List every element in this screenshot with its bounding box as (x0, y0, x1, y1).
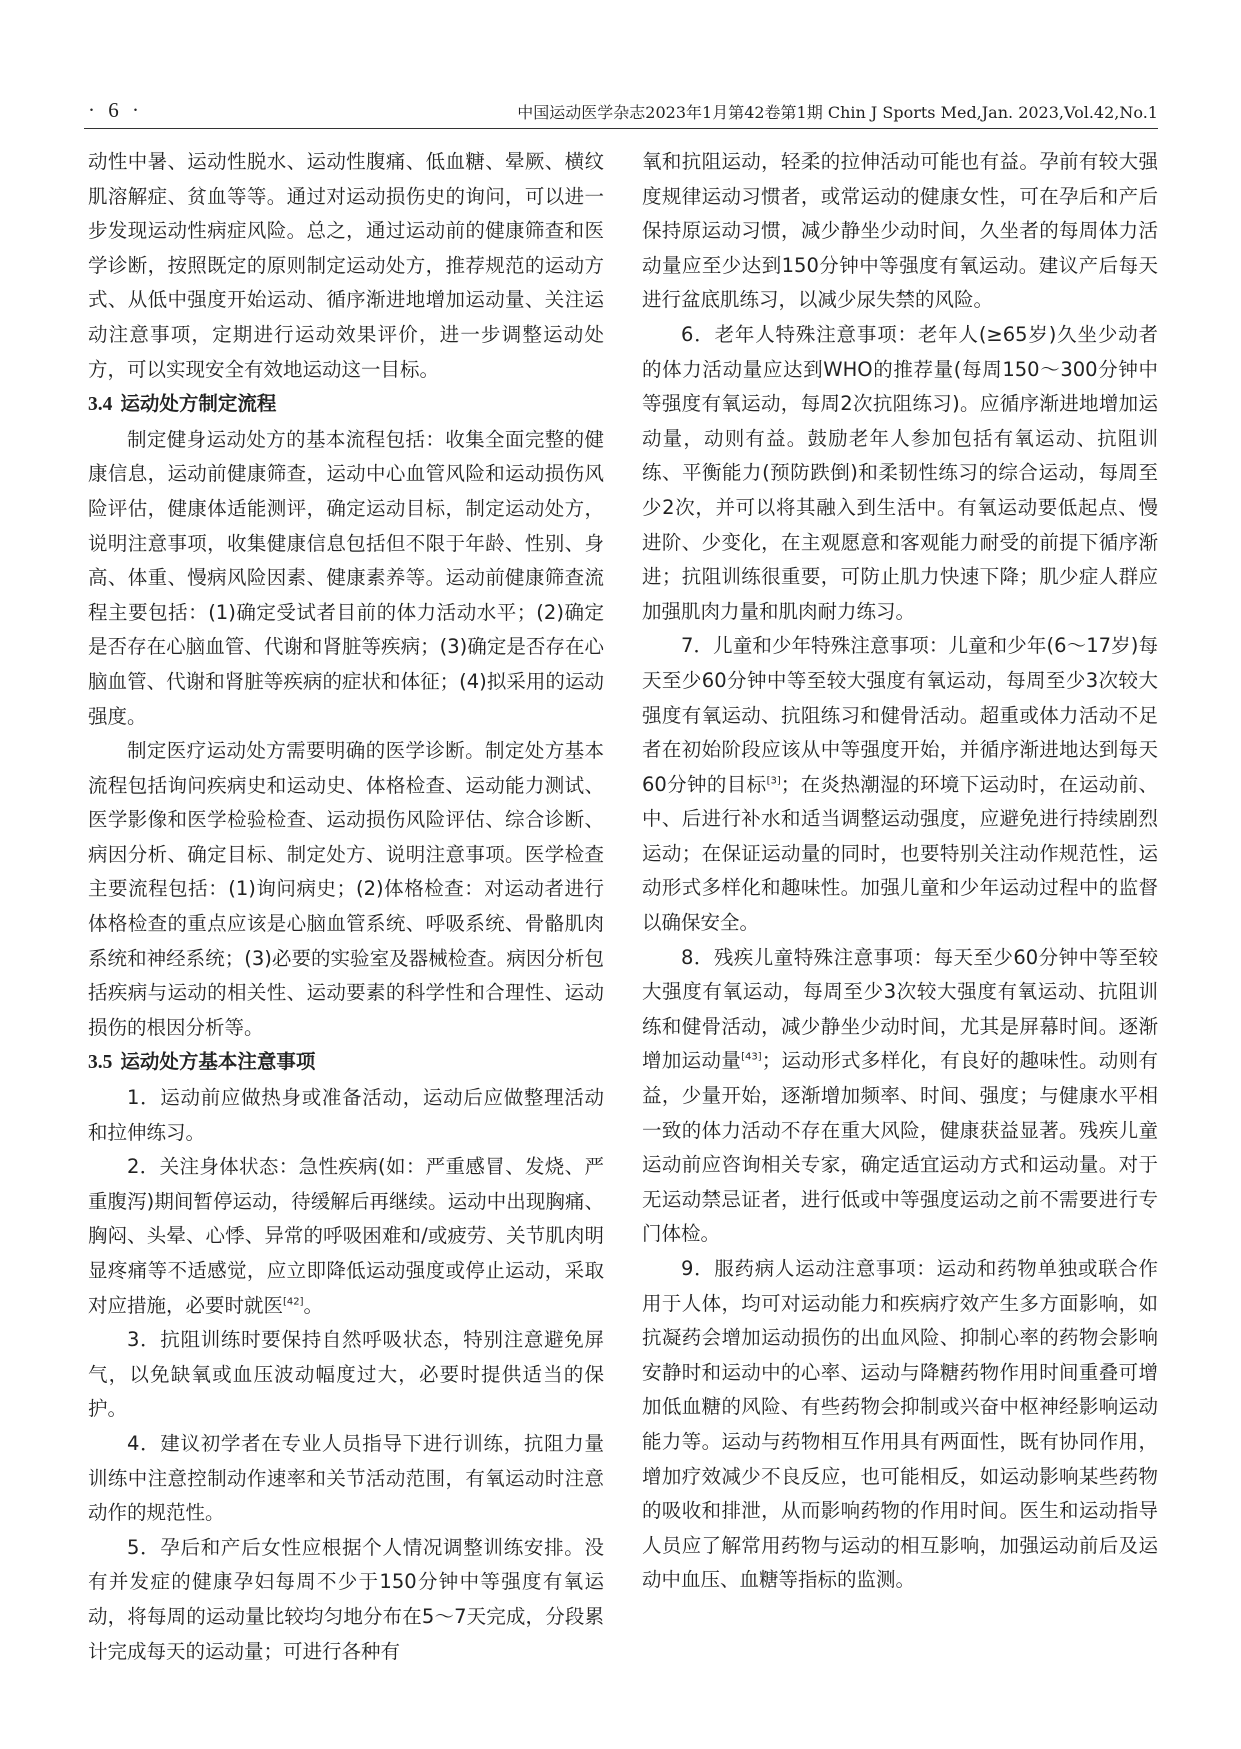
list-item-6: 6．老年人特殊注意事项：老年人(≥65岁)久坐少动者的体力活动量应达到WHO的推荐量(每周150～300分钟中等强度有氧运动，每周2次抗阻练习)。应循序渐进地增加运动量，动则有益。鼓励老年人参加包括有氧运动、抗阻训练、平衡能力(预防跌倒)和柔韧性练习的综合运动，每周至少2次，并可以将其融入到生活中。有氧运动要低起点、慢进阶、少变化，在主观愿意和客观能力耐受的前提下循序渐进；抗阻训练很重要，可防止肌力快速下降；肌少症人群应加强肌肉力量和肌肉耐力练习。 (642, 322, 1158, 623)
list-item-text-end: 。 (303, 1293, 324, 1317)
list-item-5: 5．孕后和产后女性应根据个人情况调整训练安排。没有并发症的健康孕妇每周不少于150分钟中等强度有氧运动，将每周的运动量比较均匀地分布在5～7天完成，分段累计完成每天的运动量；可进行各种有 (88, 1535, 604, 1663)
citation-ref: [43] (741, 1051, 762, 1063)
list-item-7 (642, 629, 1158, 940)
list-item-text: 7．儿童和少年特殊注意事项：儿童和少年(6～17岁)每天至少60分钟中等至较大强度有氧运动，每周至少3次较大强度有氧运动、抗阻练习和健骨活动。超重或体力活动不足者在初始阶段应该从中等强度开始，并循序渐进地达到每天60分钟的目标 (642, 634, 1158, 796)
list-item-2 (88, 1150, 604, 1323)
section-title: 运动处方基本注意事项 (120, 1050, 316, 1074)
list-item-text-end: ；运动形式多样化，有良好的趣味性。动则有益，少量开始，逐渐增加频率、时间、强度；与健康水平相一致的体力活动不存在重大风险，健康获益显著。残疾儿童运动前应咨询相关专家，确定适宜运动方式和运动量。对于无运动禁忌证者，进行低或中等强度运动之前不需要进行专门体检。 (642, 1049, 1158, 1246)
section-number: 3.5 (88, 1052, 113, 1074)
list-item-4: 4．建议初学者在专业人员指导下进行训练，抗阻力量训练中注意控制动作速率和关节活动范围，有氧运动时注意动作的规范性。 (88, 1431, 604, 1525)
left-column (88, 145, 604, 1669)
paragraph-medical-prescription-flow: 制定医疗运动处方需要明确的医学诊断。制定处方基本流程包括询问疾病史和运动史、体格检查、运动能力测试、医学影像和医学检验检查、运动损伤风险评估、综合诊断、病因分析、确定目标、制定处方、说明注意事项。医学检查主要流程包括：(1)询问病史；(2)体格检查：对运动者进行体格检查的重点应该是心脑血管系统、呼吸系统、骨骼肌肉系统和神经系统；(3)必要的实验室及器械检查。病因分析包括疾病与运动的相关性、运动要素的科学性和合理性、运动损伤的根因分析等。 (88, 739, 604, 1039)
page-number: · 6 · (88, 98, 143, 122)
list-item-text-end: ；在炎热潮湿的环境下运动时，在运动前、中、后进行补水和适当调整运动强度，应避免进行持续剧烈运动；在保证运动量的同时，也要特别关注动作规范性，运动形式多样化和趣味性。加强儿童和少年运动过程中的监督以确保安全。 (642, 772, 1158, 935)
list-item-text: 8．残疾儿童特殊注意事项：每天至少60分钟中等至较大强度有氧运动，每周至少3次较大强度有氧运动、抗阻训练和健骨活动，减少静坐少动时间，尤其是屏幕时间。逐渐增加运动量 (642, 945, 1158, 1073)
paragraph-intro-continued: 动性中暑、运动性脱水、运动性腹痛、低血糖、晕厥、横纹肌溶解症、贫血等等。通过对运动损伤史的询问，可以进一步发现运动性病症风险。总之，通过运动前的健康筛查和医学诊断，按照既定的原则制定运动处方，推荐规范的运动方式、从低中强度开始运动、循序渐进地增加运动量、关注运动注意事项，定期进行运动效果评价，进一步调整运动处方，可以实现安全有效地运动这一目标。 (88, 150, 604, 381)
section-heading-3-5 (88, 1045, 604, 1081)
list-item-1: 1．运动前应做热身或准备活动，运动后应做整理活动和拉伸练习。 (88, 1086, 604, 1144)
paragraph-fitness-prescription-flow: 制定健身运动处方的基本流程包括：收集全面完整的健康信息，运动前健康筛查，运动中心血管风险和运动损伤风险评估，健康体适能测评，确定运动目标，制定运动处方，说明注意事项，收集健康信息包括但不限于年龄、性别、身高、体重、慢病风险因素、健康素养等。运动前健康筛查流程主要包括：(1)确定受试者目前的体力活动水平；(2)确定是否存在心脑血管、代谢和肾脏等疾病；(3)确定是否存在心脑血管、代谢和肾脏等疾病的症状和体征；(4)拟采用的运动强度。 (88, 427, 604, 728)
list-item-text: 2．关注身体状态：急性疾病(如：严重感冒、发烧、严重腹泻)期间暂停运动，待缓解后再继续。运动中出现胸痛、胸闷、头晕、心悸、异常的呼吸困难和/或疲劳、关节肌肉明显疼痛等不适感觉，应立即降低运动强度或停止运动，采取对应措施，必要时就医 (88, 1155, 604, 1317)
running-header (84, 98, 1158, 129)
list-item-8 (642, 941, 1158, 1252)
list-item-9: 9．服药病人运动注意事项：运动和药物单独或联合作用于人体，均可对运动能力和疾病疗效产生多方面影响，如抗凝药会增加运动损伤的出血风险、抑制心率的药物会影响安静时和运动中的心率、运动与降糖药物作用时间重叠可增加低血糖的风险、有些药物会抑制或兴奋中枢神经影响运动能力等。运动与药物相互作用具有两面性，既有协同作用，增加疗效减少不良反应，也可能相反，如运动影响某些药物的吸收和排泄，从而影响药物的作用时间。医生和运动指导人员应了解常用药物与运动的相互影响，加强运动前后及运动中血压、血糖等指标的监测。 (642, 1257, 1158, 1592)
right-column (642, 145, 1158, 1598)
list-item-3: 3．抗阻训练时要保持自然呼吸状态，特别注意避免屏气，以免缺氧或血压波动幅度过大，必要时提供适当的保护。 (88, 1328, 604, 1421)
section-title: 运动处方制定流程 (120, 392, 277, 416)
journal-citation: 中国运动医学杂志2023年1月第42卷第1期 Chin J Sports Med,Jan. 2023,Vol.42,No.1 (517, 103, 1158, 122)
section-heading-3-4 (88, 387, 604, 423)
section-number: 3.4 (88, 394, 113, 416)
list-item-5-continued: 氧和抗阻运动，轻柔的拉伸活动可能也有益。孕前有较大强度规律运动习惯者，或常运动的健康女性，可在孕后和产后保持原运动习惯，减少静坐少动时间，久坐者的每周体力活动量应至少达到150分钟中等强度有氧运动。建议产后每天进行盆底肌练习，以减少尿失禁的风险。 (642, 150, 1158, 312)
citation-ref: [3] (766, 775, 781, 787)
citation-ref: [42] (283, 1296, 304, 1308)
